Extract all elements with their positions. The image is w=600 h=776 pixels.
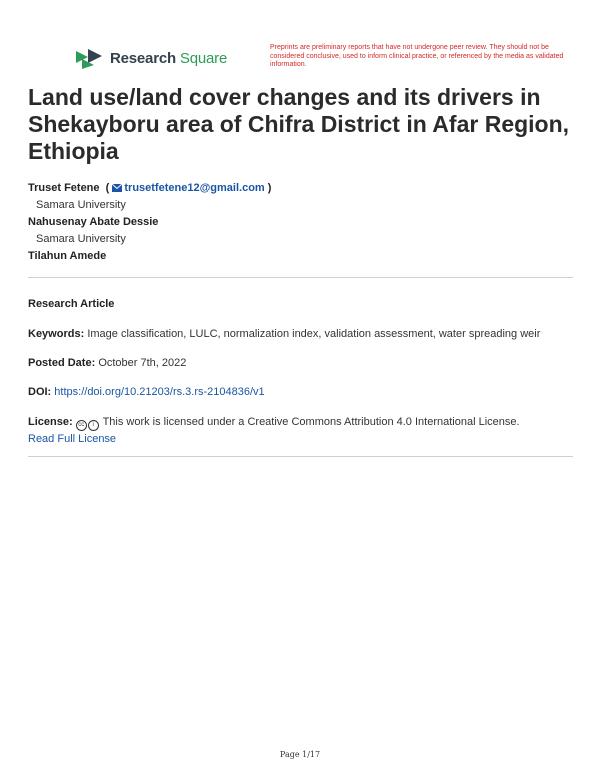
author-affiliation: Samara University: [36, 233, 126, 245]
author-name: Tilahun Amede: [28, 250, 107, 262]
keywords-value: Image classification, LULC, normalization index, validation assessment, water spreading weir: [87, 328, 541, 340]
license-text: This work is licensed under a Creative Commons Attribution 4.0 International License.: [102, 416, 520, 428]
research-square-logo-icon: [74, 47, 104, 69]
author-affiliation: Samara University: [36, 199, 126, 211]
keywords: Keywords: Image classification, LULC, normalization index, validation assessment, water spreading weir: [28, 328, 541, 340]
divider: [28, 277, 573, 278]
page-number: Page 1/17: [279, 750, 321, 759]
article-type: Research Article: [28, 298, 115, 310]
cc-icon: cc: [76, 420, 87, 431]
author-name: Nahusenay Abate Dessie: [28, 216, 159, 228]
divider: [28, 456, 573, 457]
author-name: Truset Fetene: [28, 182, 100, 194]
posted-date: Posted Date: October 7th, 2022: [28, 357, 187, 369]
author-email-link[interactable]: trusetfetene12@gmail.com: [112, 182, 264, 194]
author-entry: Truset Fetene ( trusetfetene12@gmail.com ): [28, 182, 272, 194]
doi-link[interactable]: https://doi.org/10.21203/rs.3.rs-2104836/v1: [54, 386, 265, 398]
posted-date-value: October 7th, 2022: [98, 357, 187, 369]
research-square-logo[interactable]: [74, 47, 227, 69]
page-header: [74, 44, 574, 78]
doi: DOI: https://doi.org/10.21203/rs.3.rs-2104836/v1: [28, 386, 265, 398]
license: License: cc i This work is licensed under a Creative Commons Attribution 4.0 International License. Read Full License: [28, 416, 520, 445]
paper-title: Land use/land cover changes and its drivers in Shekayboru area of Chifra District in Afar Region, Ethiopia: [28, 84, 570, 164]
author-list: [28, 180, 573, 265]
preprint-notice: Preprints are preliminary reports that have not undergone peer review. They should not be considered conclusive, used to inform clinical practice, or referenced by the media as validated information.: [270, 44, 564, 68]
read-full-license-link[interactable]: Read Full License: [28, 433, 117, 445]
logo-text: Research Square: [110, 49, 228, 67]
attribution-icon: i: [88, 420, 99, 431]
envelope-icon: [112, 184, 122, 192]
